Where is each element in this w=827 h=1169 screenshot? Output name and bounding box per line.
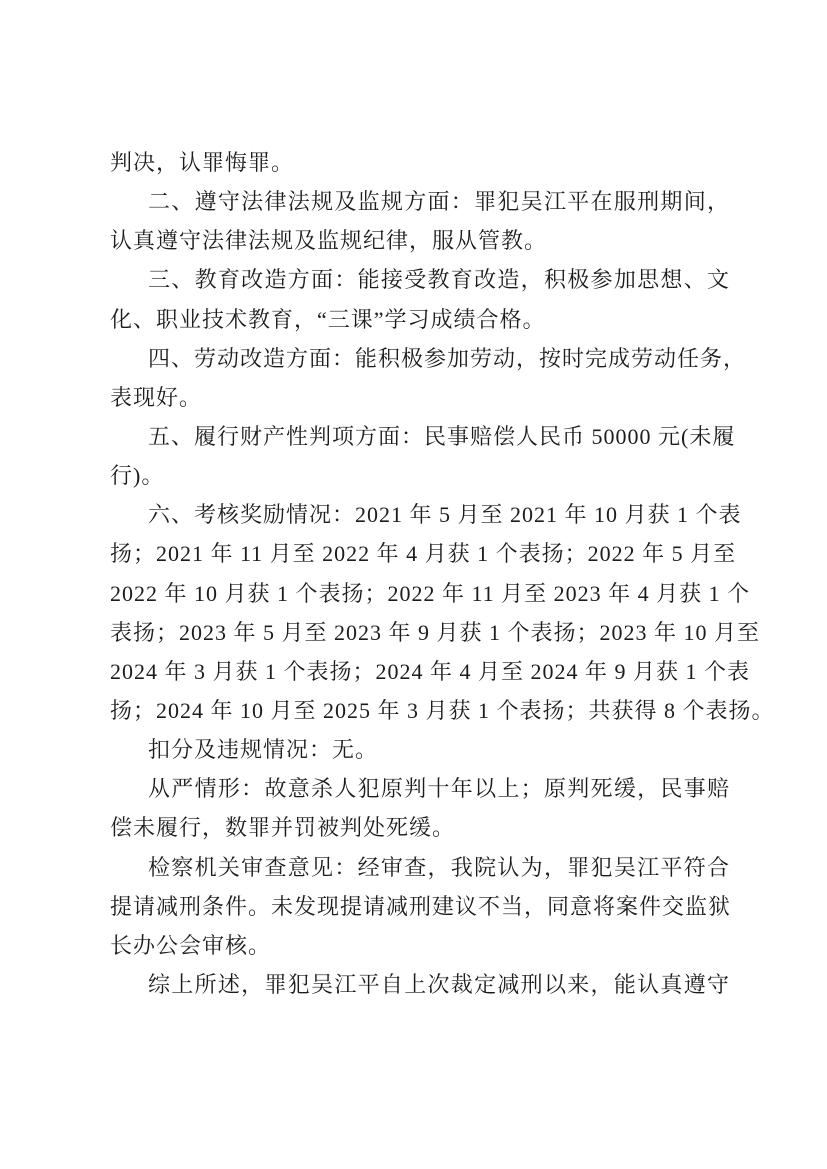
- text-line-summary: 综上所述，罪犯吴江平自上次裁定减刑以来，能认真遵守: [148, 971, 730, 997]
- text-line: 表扬；2023 年 5 月至 2023 年 9 月获 1 个表扬；2023 年 10 月至: [110, 619, 761, 645]
- text-line-strict-circumstance: 从严情形：故意杀人犯原判十年以上；原判死缓，民事赔: [148, 776, 730, 802]
- text-line-section-4-labor: 四、劳动改造方面：能积极参加劳动，按时完成劳动任务，: [148, 345, 747, 371]
- text-line: 2022 年 10 月获 1 个表扬；2022 年 11 月至 2023 年 4 月获 1 个: [110, 580, 751, 606]
- document-body: [110, 143, 775, 1004]
- text-line-section-6-rewards: 六、考核奖励情况：2021 年 5 月至 2021 年 10 月获 1 个表: [148, 502, 742, 528]
- text-line: 长办公会审核。: [110, 932, 272, 958]
- text-line-procuratorate-opinion: 检察机关审查意见：经审查，我院认为，罪犯吴江平符合: [148, 854, 730, 880]
- text-line-section-3-education: 三、教育改造方面：能接受教育改造，积极参加思想、文: [148, 267, 730, 293]
- text-line: 扬；2024 年 10 月至 2025 年 3 月获 1 个表扬；共获得 8 个表扬。: [110, 697, 775, 723]
- text-line: 2024 年 3 月获 1 个表扬；2024 年 4 月至 2024 年 9 月获 1 个表: [110, 658, 751, 684]
- text-line: 认真遵守法律法规及监规纪律，服从管教。: [110, 228, 548, 254]
- text-line: 扬；2021 年 11 月至 2022 年 4 月获 1 个表扬；2022 年 5 月至: [110, 541, 737, 567]
- text-line-section-5-property: 五、履行财产性判项方面：民事赔偿人民币 50000 元(未履: [148, 423, 736, 449]
- text-line: 偿未履行，数罪并罚被判处死缓。: [110, 815, 456, 841]
- text-line: 行)。: [110, 463, 165, 489]
- text-line: 化、职业技术教育，“三课”学习成绩合格。: [110, 306, 546, 332]
- text-line-deductions: 扣分及违规情况：无。: [148, 737, 379, 763]
- text-line-section-2-law: 二、遵守法律法规及监规方面：罪犯吴江平在服刑期间，: [148, 189, 730, 215]
- text-line: 表现好。: [110, 384, 203, 410]
- text-line: 提请减刑条件。未发现提请减刑建议不当，同意将案件交监狱: [110, 893, 732, 919]
- text-line-continuation: 判决，认罪悔罪。: [110, 150, 295, 175]
